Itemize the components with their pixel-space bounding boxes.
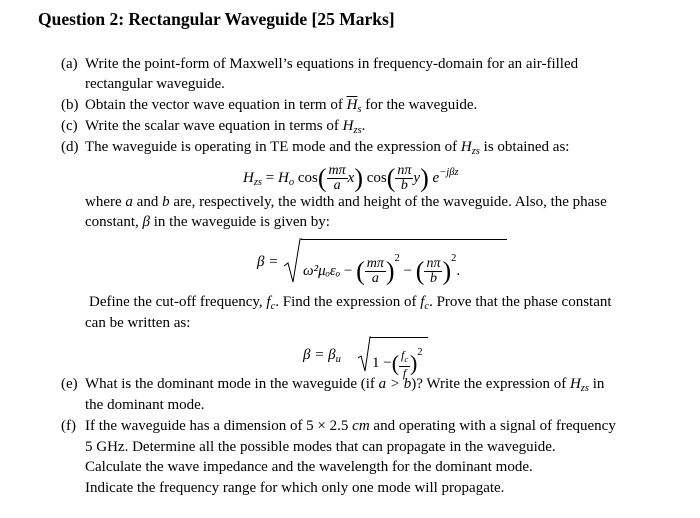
- eq3-square: 2: [417, 347, 423, 358]
- hzs-symbol: H: [342, 118, 354, 134]
- where-a: a: [125, 194, 133, 210]
- item-f-line2: 5 GHz. Determine all the possible modes that can propagate in the waveguide.: [85, 439, 556, 455]
- item-f-line4: Indicate the frequency range for which only one mode will propagate.: [85, 480, 505, 496]
- eq2-radicand: ω²μₒεₒ − ( $\frac{m\pi}{a}$ )$^2$ − ( $\frac{n\pi}{b}$ )$^2$.: [303, 253, 461, 287]
- item-e-after: in: [588, 376, 605, 392]
- fc-sub-2: c: [424, 301, 430, 312]
- sqrt-sign: [282, 236, 302, 286]
- hzs-subscript: zs: [353, 125, 362, 136]
- item-c-text-before: Write the scalar wave equation in terms of: [85, 118, 343, 134]
- where-and: and: [132, 194, 163, 210]
- eq1-equals: =: [265, 170, 275, 186]
- item-e-condition: a > b: [378, 376, 412, 392]
- h-vector-subscript: s: [357, 104, 362, 115]
- beta-symbol: β: [142, 214, 150, 230]
- item-d-label: (d): [61, 139, 79, 155]
- item-e-hzs-sub: zs: [580, 383, 589, 394]
- cutoff-end: . Prove that the phase constant: [429, 294, 612, 310]
- eq3-lhs-sub: u: [335, 354, 341, 365]
- item-e-line2: the dominant mode.: [85, 397, 205, 413]
- equation-hzs: $H_{zs} = H_o$ cos( $\frac{m\pi}{a}$ x) cos( $\frac{n\pi}{b}$ y) $e^{-j\beta z}$: [243, 163, 459, 194]
- eq1-x: x: [347, 170, 355, 186]
- item-a-label: (a): [61, 56, 78, 72]
- eq3-lhs: $\beta = \beta_u$: [303, 347, 341, 365]
- item-d-hzs-subscript: zs: [471, 146, 480, 157]
- item-a-line1: Write the point-form of Maxwell’s equations in frequency-domain for an air-filled: [85, 56, 579, 72]
- fc-sub-1: c: [270, 301, 276, 312]
- eq1-exp-base: e: [432, 170, 440, 186]
- item-c-label: (c): [61, 118, 78, 134]
- eq3-one-minus: 1 −: [372, 355, 392, 371]
- question-title: Question 2: Rectangular Waveguide [25 Marks]: [38, 9, 395, 29]
- item-d-hzs-symbol: H: [460, 139, 472, 155]
- item-f-line1: [85, 416, 616, 436]
- sqrt-overline: [301, 239, 507, 240]
- eq2-frac-n: $\frac{n\pi}{b}$: [426, 256, 441, 287]
- constant-prefix: constant,: [85, 214, 143, 230]
- item-f-unit: cm: [352, 418, 370, 434]
- eq1-h0-sub: o: [288, 177, 295, 188]
- item-d-line1-before: The waveguide is operating in TE mode and the expression of: [85, 139, 461, 155]
- eq2-frac-m: $\frac{m\pi}{a}$: [366, 256, 384, 287]
- constant-rest: in the waveguide is given by:: [149, 214, 330, 230]
- eq1-cos2: cos: [366, 170, 387, 186]
- eq2-omega-term: ω²μₒεₒ: [303, 263, 341, 279]
- eq1-h0: H: [278, 170, 289, 186]
- item-f-label: (f): [61, 418, 76, 434]
- eq1-cos1: cos: [297, 170, 318, 186]
- eq1-exp-power: −jβz: [439, 167, 459, 178]
- item-d-line1-after: is obtained as:: [479, 139, 570, 155]
- eq1-y: y: [413, 170, 421, 186]
- eq2-square2: 2: [451, 253, 457, 264]
- item-a-line2: rectangular waveguide.: [85, 76, 225, 92]
- cutoff-mid: . Find the expression of: [275, 294, 421, 310]
- cutoff-prefix: Define the cut-off frequency,: [89, 294, 267, 310]
- eq3-radicand: 1 −( $\frac{f_c}{f}$ )$^2$: [372, 347, 423, 380]
- eq1-lhs-sub: zs: [253, 177, 263, 188]
- item-f-after: and operating with a signal of frequency: [369, 418, 616, 434]
- item-b-text-before: Obtain the vector wave equation in term of: [85, 97, 347, 113]
- eq1-frac-n: $\frac{n\pi}{b}$: [397, 163, 412, 194]
- where-b: b: [162, 194, 170, 210]
- eq1-frac-m: $\frac{m\pi}{a}$: [328, 163, 346, 194]
- item-e-label: (e): [61, 376, 78, 392]
- h-vector-symbol: $\overline{H}$: [346, 97, 358, 113]
- eq2-minus2: −: [403, 263, 413, 279]
- fc-symbol-1: f: [266, 294, 271, 310]
- eq2-minus1: −: [343, 263, 353, 279]
- item-e-mid: )? Write the expression of: [411, 376, 570, 392]
- sqrt-sign-2: [357, 334, 371, 374]
- fc-symbol-2: f: [420, 294, 425, 310]
- item-e-before: What is the dominant mode in the waveguide (if: [85, 376, 379, 392]
- item-d-where-line2: [85, 212, 330, 232]
- item-f-before: If the waveguide has a dimension of 5 × 2.5: [85, 418, 353, 434]
- item-b-text-after: for the waveguide.: [361, 97, 478, 113]
- item-d-where-line1: [85, 192, 607, 212]
- eq2-lhs: β =: [257, 254, 279, 270]
- eq2-square1: 2: [394, 253, 400, 264]
- item-b-label: (b): [61, 97, 79, 113]
- eq1-lhs: H: [243, 170, 254, 186]
- item-f-line3: Calculate the wave impedance and the wavelength for the dominant mode.: [85, 459, 533, 475]
- item-c-text-after: .: [361, 118, 366, 134]
- eq3-frac: $\frac{f_c}{f}$: [401, 347, 408, 380]
- eq2-period: .: [456, 263, 461, 279]
- item-d-cutoff-line2: can be written as:: [85, 315, 191, 331]
- item-e-hzs-symbol: H: [569, 376, 581, 392]
- where-prefix: where: [85, 194, 126, 210]
- where-rest: are, respectively, the width and height of the waveguide. Also, the phase: [169, 194, 607, 210]
